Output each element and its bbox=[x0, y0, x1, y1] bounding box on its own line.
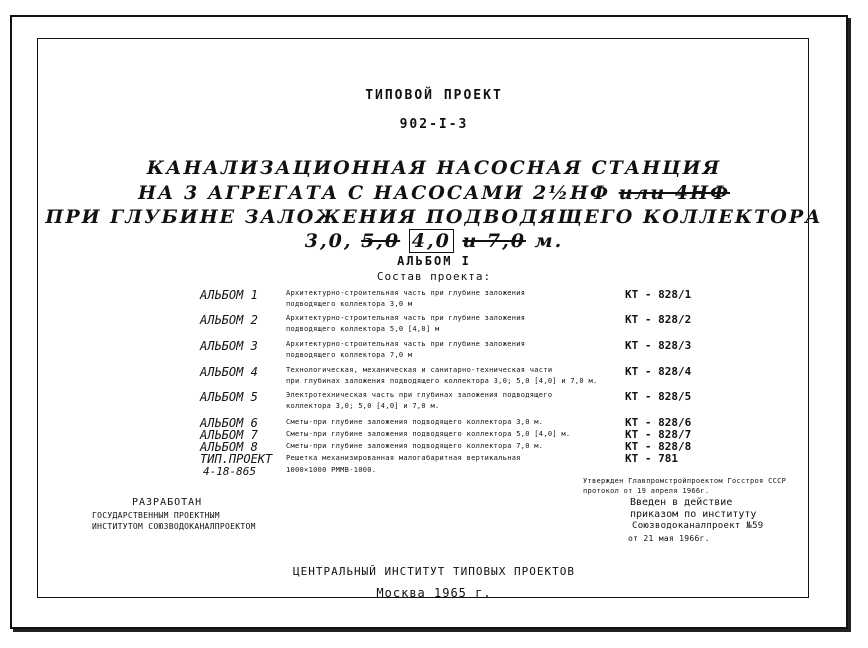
album-desc-1: Сметы-при глубине заложения подводящего коллектора 3,0 м. bbox=[286, 418, 544, 426]
approval-line-5: Союзводоканалпроект №59 bbox=[632, 521, 764, 531]
album-code: КТ - 828/1 bbox=[625, 288, 692, 301]
album-code: КТ - 828/8 bbox=[625, 440, 692, 453]
album-name: АЛЬБОМ 2 bbox=[200, 313, 258, 327]
title-line-4-struck-1: 5,0 bbox=[361, 230, 401, 252]
album-desc-2: при глубинах заложения подводящего коллектора 3,0; 5,0 [4,0] и 7,0 м. bbox=[286, 377, 598, 385]
title-line-4 bbox=[0, 230, 868, 252]
footer-city: Москва 1965 г. bbox=[376, 586, 492, 600]
project-number: 902-I-3 bbox=[399, 117, 469, 132]
album-code: КТ - 828/2 bbox=[625, 313, 692, 326]
composition-label: Состав проекта: bbox=[376, 270, 492, 283]
album-code: КТ - 828/3 bbox=[625, 339, 692, 352]
album-code: КТ - 781 bbox=[625, 452, 678, 465]
album-name: ТИП.ПРОЕКТ bbox=[200, 452, 273, 466]
album-code: КТ - 828/5 bbox=[625, 390, 692, 403]
title-line-1: КАНАЛИЗАЦИОННАЯ НАСОСНАЯ СТАНЦИЯ bbox=[146, 157, 722, 179]
album-name: АЛЬБОМ 5 bbox=[200, 390, 258, 404]
type-label: ТИПОВОЙ ПРОЕКТ bbox=[365, 88, 503, 103]
album-name: АЛЬБОМ 3 bbox=[200, 339, 258, 353]
title-line-4-main: 3,0, bbox=[304, 230, 353, 252]
album-desc-1: Архитектурно-строительная часть при глубине заложения bbox=[286, 340, 526, 348]
album-desc-1: Решетка механизированная малогабаритная вертикальная bbox=[286, 454, 521, 462]
developer-label: РАЗРАБОТАН bbox=[132, 497, 203, 508]
title-line-4-struck-2: и 7,0 bbox=[462, 230, 526, 252]
title-line-4-unit: м. bbox=[534, 230, 564, 252]
album-name: АЛЬБОМ 1 bbox=[200, 288, 258, 302]
footer-institute: ЦЕНТРАЛЬНЫЙ ИНСТИТУТ ТИПОВЫХ ПРОЕКТОВ bbox=[292, 565, 576, 578]
approval-line-1: Утвержден Главпромстройпроектом Госстроя СССР bbox=[583, 477, 787, 485]
album-desc-1: Архитектурно-строительная часть при глубине заложения bbox=[286, 314, 526, 322]
developer-line-2: ИНСТИТУТОМ СОЮЗВОДОКАНАЛПРОЕКТОМ bbox=[92, 522, 256, 531]
album-desc-1: Технологическая, механическая и санитарно-техническая части bbox=[286, 366, 553, 374]
album-desc-2: подводящего коллектора 3,0 м bbox=[286, 300, 413, 308]
album-name: АЛЬБОМ 4 bbox=[200, 365, 258, 379]
album-name: АЛЬБОМ 7 bbox=[200, 428, 258, 442]
album-desc-2: коллектора 3,0; 5,0 [4,0] и 7,0 м. bbox=[286, 402, 440, 410]
approval-line-4: приказом по институту bbox=[630, 509, 757, 520]
album-code: КТ - 828/6 bbox=[625, 416, 692, 429]
album-name-2: 4-18-865 bbox=[203, 465, 256, 478]
album-desc-1: Архитектурно-строительная часть при глубине заложения bbox=[286, 289, 526, 297]
album-name: АЛЬБОМ 6 bbox=[200, 416, 258, 430]
title-line-4-boxed: 4,0 bbox=[409, 229, 454, 253]
album-desc-1: Сметы-при глубине заложения подводящего коллектора 5,0 [4,0] м. bbox=[286, 430, 571, 438]
album-desc-2: подводящего коллектора 7,0 м bbox=[286, 351, 413, 359]
approval-line-6: от 21 мая 1966г. bbox=[628, 534, 710, 543]
title-line-3: ПРИ ГЛУБИНЕ ЗАЛОЖЕНИЯ ПОДВОДЯЩЕГО КОЛЛЕКТОРА bbox=[45, 206, 823, 228]
album-desc-2: подводящего коллектора 5,0 [4,0] м bbox=[286, 325, 440, 333]
title-line-2-struck: или 4НФ bbox=[618, 182, 731, 204]
title-line-2 bbox=[0, 182, 868, 204]
album-desc-1: Сметы-при глубине заложения подводящего коллектора 7,0 м. bbox=[286, 442, 544, 450]
album-code: КТ - 828/4 bbox=[625, 365, 692, 378]
album-desc-1: Электротехническая часть при глубинах заложения подводящего bbox=[286, 391, 553, 399]
album-code: КТ - 828/7 bbox=[625, 428, 692, 441]
title-line-2-main: НА 3 АГРЕГАТА С НАСОСАМИ 2½НФ bbox=[137, 182, 611, 204]
approval-line-2: протокол от 19 апреля 1966г. bbox=[583, 487, 710, 495]
developer-line-1: ГОСУДАРСТВЕННЫМ ПРОЕКТНЫМ bbox=[92, 511, 220, 520]
album-label: АЛЬБОМ I bbox=[397, 254, 471, 268]
album-desc-2: 1000×1000 РММВ-1000. bbox=[286, 466, 377, 474]
album-name: АЛЬБОМ 8 bbox=[200, 440, 258, 454]
approval-line-3: Введен в действие bbox=[630, 497, 733, 508]
